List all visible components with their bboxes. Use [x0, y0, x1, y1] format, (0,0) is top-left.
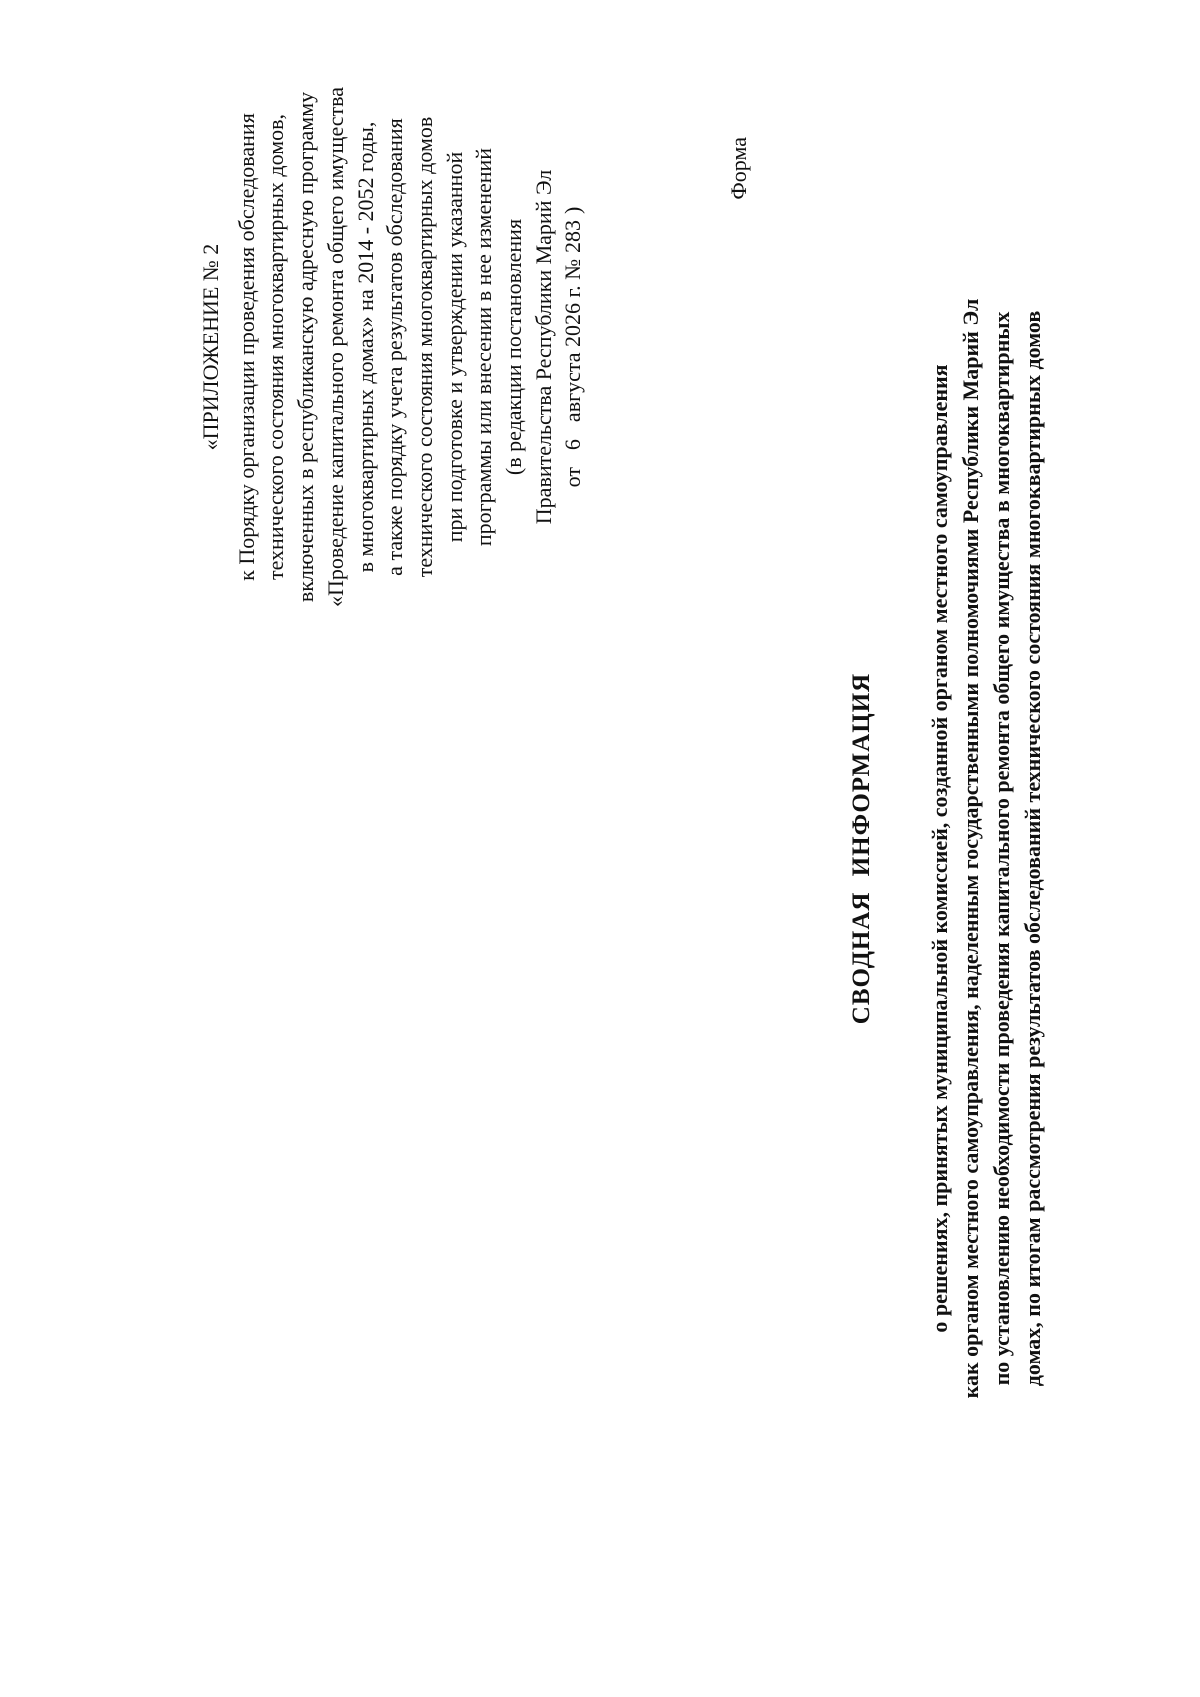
document-subtitle	[924, 0, 1048, 1697]
appendix-line: технического состояния многоквартирных домов	[411, 116, 437, 578]
subtitle-line: по установлению необходимости проведения капитального ремонта общего имущества в многоквартирных	[989, 311, 1014, 1386]
document-title: СВОДНАЯ ИНФОРМАЦИЯ	[848, 672, 875, 1025]
appendix-line: программы или внесении в нее изменений	[471, 147, 497, 547]
date-day: 6	[560, 439, 586, 451]
appendix-title: «ПРИЛОЖЕНИЕ № 2	[198, 243, 223, 451]
appendix-date-line	[558, 82, 588, 612]
appendix-block	[196, 82, 588, 612]
date-prefix: от	[560, 467, 586, 488]
appendix-line: в многоквартирных домах» на 2014 - 2052 годы,	[352, 121, 378, 573]
date-number: 283	[560, 219, 586, 253]
appendix-line: «Проведение капитального ремонта общего имущества	[322, 86, 348, 608]
subtitle-line: как органом местного самоуправления, наделенным государственными полномочиями Республики Марий Эл	[958, 298, 983, 1399]
appendix-line: Правительства Республики Марий Эл	[530, 169, 556, 525]
date-suffix: )	[560, 206, 586, 214]
date-month-year: августа 2026 г. №	[560, 258, 586, 423]
appendix-line: при подготовке и утверждении указанной	[441, 151, 467, 543]
subtitle-line: о решениях, принятых муниципальной комиссией, созданной органом местного самоуправления	[927, 364, 952, 1333]
appendix-line: к Порядку организации проведения обследования	[233, 113, 259, 581]
appendix-line: а также порядку учета результатов обследования	[382, 118, 408, 576]
form-label: Форма	[726, 137, 751, 200]
subtitle-line: домах, по итогам рассмотрения результатов обследований технического состояния многоквартирных домов	[1020, 310, 1045, 1387]
appendix-line: включенных в республиканскую адресную программу	[293, 91, 319, 603]
appendix-line: технического состояния многоквартирных домов,	[263, 113, 289, 581]
appendix-line: (в редакции постановления	[501, 218, 527, 476]
